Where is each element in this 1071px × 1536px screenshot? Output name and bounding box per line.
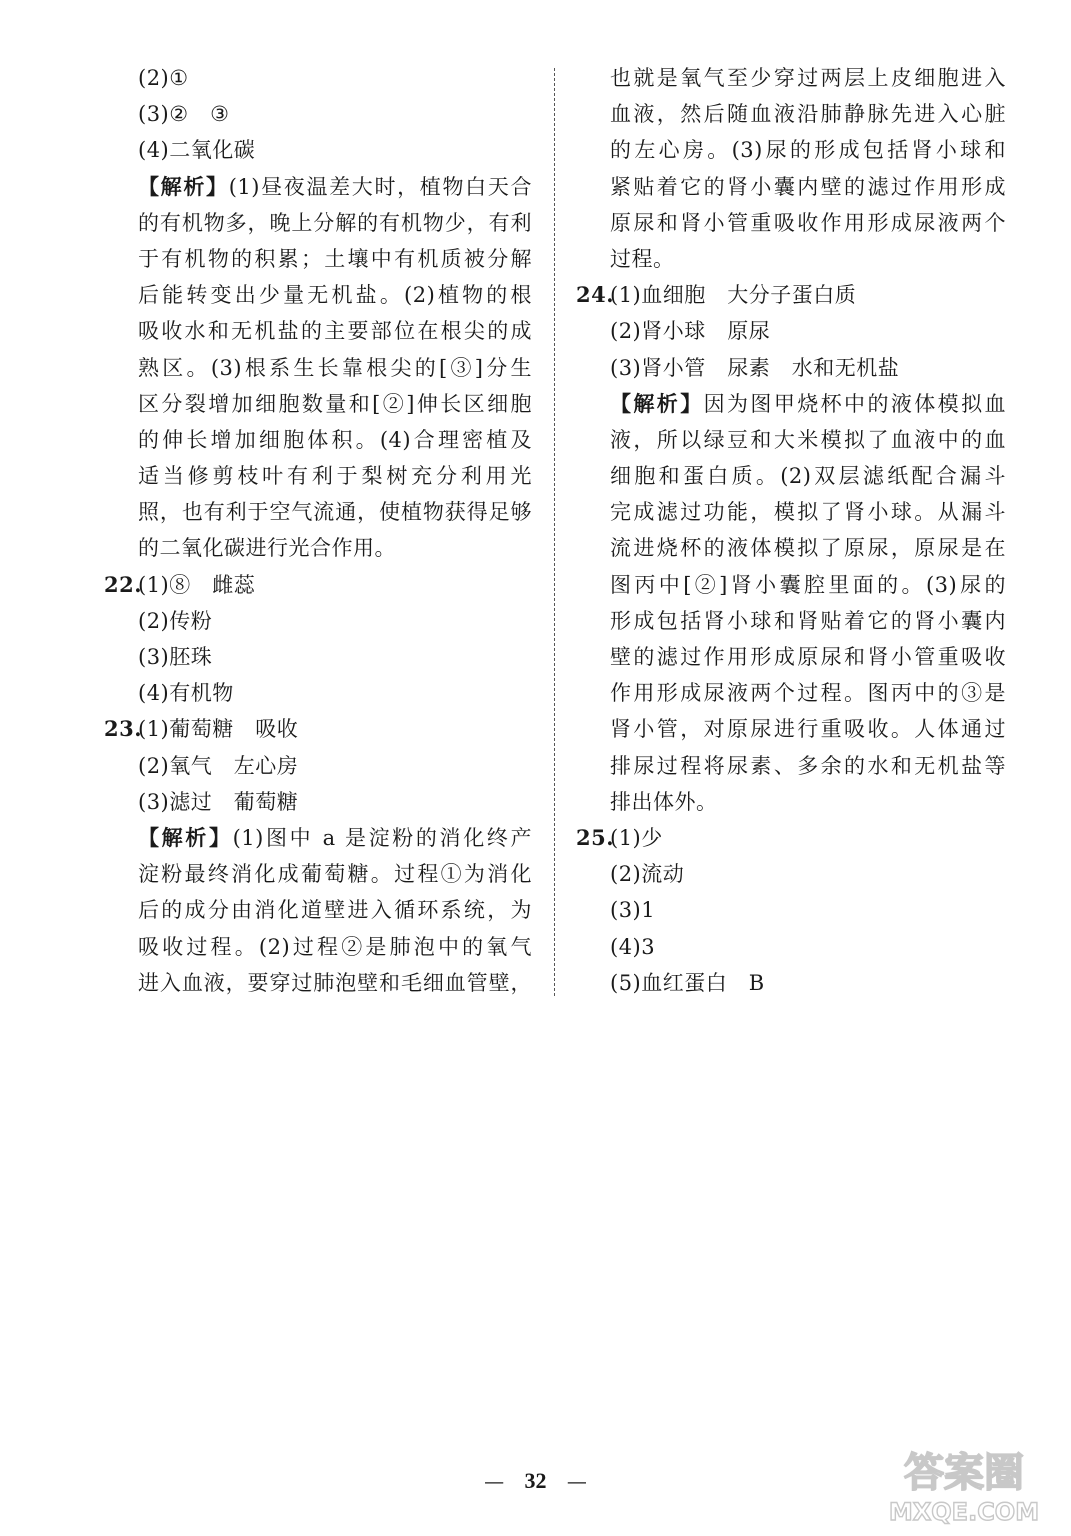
- answer-line: (3)肾小管 尿素 水和无机盐: [610, 355, 900, 380]
- answer-line: (4)3: [610, 934, 656, 959]
- explanation-line: 细胞和蛋白质。(2)双层滤纸配合漏斗: [610, 464, 1006, 489]
- explanation-line: 的有机物多，晚上分解的有机物少，有利: [138, 210, 532, 235]
- watermark-text: 答案圈: [904, 1450, 1024, 1496]
- explanation-line: 图丙中[②]肾小囊腔里面的。(3)尿的: [610, 572, 1006, 597]
- explanation-line: 肾小管，对原尿进行重吸收。人体通过: [610, 717, 1006, 742]
- analysis-tag: 【解析】: [138, 173, 229, 199]
- answer-text: (1)⑧ 雌蕊: [138, 572, 256, 597]
- column-divider: [554, 68, 555, 996]
- explanation-line: 的伸长增加细胞体积。(4)合理密植及: [138, 427, 532, 452]
- explanation-line: 过程。: [610, 246, 675, 271]
- explanation-line: 进入血液，要穿过肺泡壁和毛细血管壁，: [138, 970, 532, 995]
- explanation-start-line: [104, 820, 532, 856]
- explanation-line: 的二氧化碳进行光合作用。: [138, 536, 396, 561]
- explanation-line: 后的成分由消化道壁进入循环系统，为: [138, 898, 532, 923]
- answer-line: (2)传粉: [138, 608, 213, 633]
- question-line: [576, 820, 1006, 856]
- analysis-tag: 【解析】: [138, 824, 233, 850]
- explanation-line: 形成包括肾小球和肾贴着它的肾小囊内: [610, 608, 1006, 633]
- explanation-line: 作用形成尿液两个过程。图丙中的③是: [610, 681, 1006, 706]
- watermark-subtext: MXQE.COM: [888, 1498, 1040, 1526]
- explanation-line: 完成滤过功能，模拟了肾小球。从漏斗: [610, 500, 1006, 525]
- explanation-line: 于有机物的积累；土壤中有机质被分解: [138, 246, 532, 271]
- answer-line: (3)② ③: [138, 102, 230, 127]
- analysis-tag: 【解析】: [610, 390, 704, 416]
- answer-text: (1)葡萄糖 吸收: [138, 717, 299, 742]
- question-number: 25.: [576, 824, 615, 850]
- explanation-text: (1)昼夜温差大时，植物白天合: [228, 174, 532, 199]
- footer-dash-left: —: [484, 1469, 505, 1493]
- question-line: [576, 277, 1006, 313]
- answer-line: (3)胚珠: [138, 645, 213, 669]
- answer-line: (2)①: [138, 66, 189, 90]
- explanation-line: 原尿和肾小管重吸收作用形成尿液两个: [610, 210, 1006, 235]
- answer-line: (3)滤过 葡萄糖: [138, 789, 299, 814]
- explanation-line: 紧贴着它的肾小囊内壁的滤过作用形成: [610, 174, 1006, 199]
- explanation-line: 后能转变出少量无机盐。(2)植物的根: [138, 283, 532, 308]
- question-number: 23.: [104, 716, 143, 742]
- page-number: 32: [524, 1468, 547, 1493]
- answer-line: (2)氧气 左心房: [138, 753, 299, 778]
- answer-line: (5)血红蛋白 B: [610, 970, 765, 995]
- explanation-line: 吸收过程。(2)过程②是肺泡中的氧气: [138, 934, 532, 959]
- explanation-line: 区分裂增加细胞数量和[②]伸长区细胞: [138, 391, 532, 416]
- explanation-line: 适当修剪枝叶有利于梨树充分利用光: [138, 464, 532, 489]
- explanation-line: 淀粉最终消化成葡萄糖。过程①为消化: [138, 862, 532, 887]
- explanation-line: 壁的滤过作用形成原尿和肾小管重吸收: [610, 645, 1006, 669]
- explanation-start-line: [576, 386, 1006, 422]
- explanation-line: 排尿过程将尿素、多余的水和无机盐等: [610, 753, 1006, 778]
- question-number: 22.: [104, 571, 143, 597]
- question-line: [104, 711, 532, 747]
- explanation-start-line: [104, 169, 532, 205]
- explanation-line: 液，所以绿豆和大米模拟了血液中的血: [610, 427, 1006, 452]
- explanation-line: 血液，然后随血液沿肺静脉先进入心脏: [610, 102, 1006, 127]
- question-number: 24.: [576, 282, 615, 308]
- explanation-line: 的左心房。(3)尿的形成包括肾小球和: [610, 138, 1006, 163]
- question-line: [104, 567, 532, 603]
- answer-text: (1)血细胞 大分子蛋白质: [610, 283, 857, 308]
- answer-line: (3)1: [610, 898, 656, 923]
- answer-line: (4)二氧化碳: [138, 138, 256, 163]
- explanation-line: 排出体外。: [610, 789, 718, 814]
- explanation-line: 照，也有利于空气流通，使植物获得足够: [138, 500, 532, 525]
- right-column: [576, 60, 1006, 1001]
- answer-line: (2)流动: [610, 862, 685, 887]
- explanation-text: 因为图甲烧杯中的液体模拟血: [703, 391, 1006, 416]
- explanation-line: 也就是氧气至少穿过两层上皮细胞进入: [610, 66, 1006, 90]
- explanation-line: 流进烧杯的液体模拟了原尿，原尿是在: [610, 536, 1006, 561]
- answer-text: (1)少: [610, 825, 663, 850]
- explanation-line: 熟区。(3)根系生长靠根尖的[③]分生: [138, 355, 532, 380]
- left-column: [104, 60, 532, 1001]
- answer-line: (2)肾小球 原尿: [610, 319, 771, 344]
- explanation-text: (1)图中 a 是淀粉的消化终产: [232, 825, 532, 850]
- watermark-logo: [869, 1442, 1059, 1528]
- footer-dash-right: —: [566, 1469, 587, 1493]
- answer-line: (4)有机物: [138, 681, 234, 706]
- explanation-line: 吸收水和无机盐的主要部位在根尖的成: [138, 319, 532, 344]
